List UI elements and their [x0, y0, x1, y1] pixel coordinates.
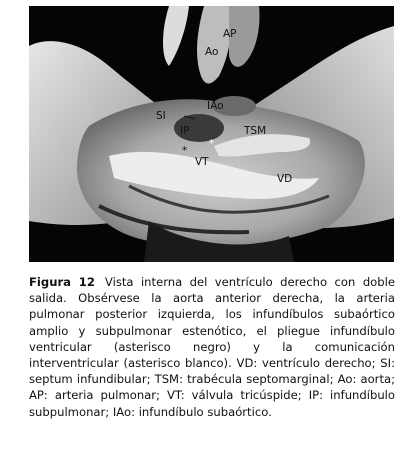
label-ao: Ao: [205, 46, 219, 58]
figure-caption: [29, 274, 395, 420]
asterisk-white: *: [209, 138, 215, 150]
label-ip: IP: [180, 125, 190, 137]
label-si: SI: [156, 110, 166, 122]
label-vt: VT: [195, 156, 209, 168]
figure-number: Figura 12: [29, 275, 95, 289]
specimen-photo: [29, 6, 394, 262]
caption-text: Vista interna del ventrículo derecho con doble salida. Obsérvese la aorta anterior derecha, la arteria pulmonar posterior izquierda, los infundíbulos subaórtico amplio y subpulmonar estenótico, el pliegue infundíbulo ventricular (asterisco negro) y la comunicación interventricular (asterisco blanco). VD: ventrículo derecho; SI: septum infundibular; TSM: trabécula septomarginal; Ao: aorta; AP: arteria pulmonar; VT: válvula tricúspide; IP: infundíbulo subpulmonar; IAo: infundíbulo subaórtico.: [29, 275, 395, 419]
specimen-illustration: [29, 6, 394, 262]
label-tsm: TSM: [244, 125, 267, 137]
asterisk-black: *: [182, 145, 188, 157]
label-ap: AP: [223, 28, 237, 40]
label-vd: VD: [277, 173, 293, 185]
label-iao: IAo: [207, 100, 224, 112]
